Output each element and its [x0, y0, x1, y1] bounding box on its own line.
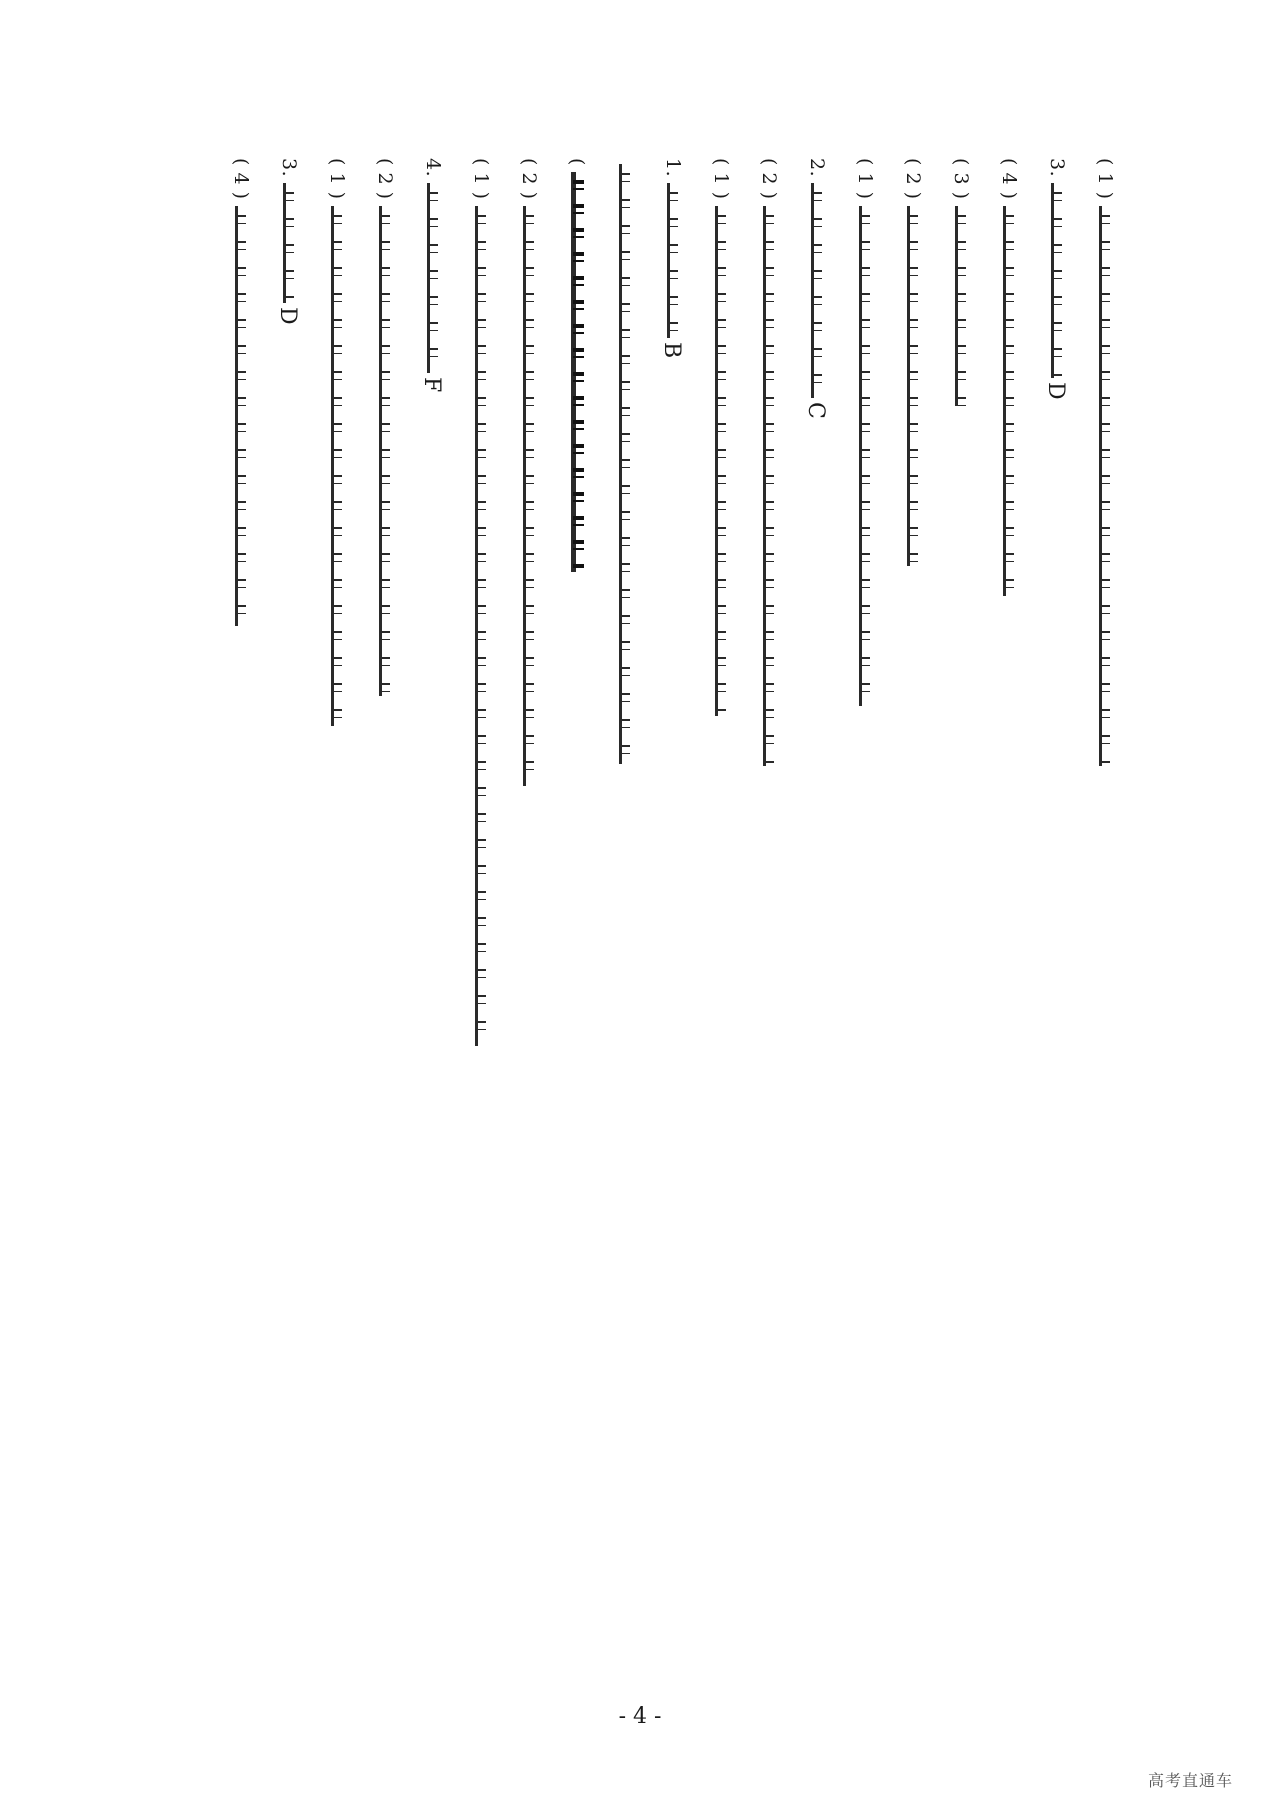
item-marker: ( 1 ) [1094, 158, 1116, 200]
item-marker: 3. [278, 158, 300, 178]
item-marker: ( 2 ) [758, 158, 780, 200]
text-column [564, 158, 590, 572]
item-marker: ( 1 ) [326, 158, 348, 200]
mongolian-script-line [235, 206, 249, 626]
text-column [660, 158, 686, 358]
item-marker: 1. [662, 158, 684, 178]
answer-letter: F [419, 377, 444, 393]
text-column [516, 158, 542, 786]
text-column [804, 158, 830, 419]
mongolian-script-line [427, 183, 441, 373]
mongolian-script-line [379, 206, 393, 696]
item-marker: ( 1 ) [710, 158, 732, 200]
mongolian-script-line [811, 183, 825, 398]
mongolian-script-line [1051, 183, 1065, 378]
text-column [228, 158, 254, 626]
text-column [324, 158, 350, 726]
text-column [612, 158, 638, 764]
text-column [756, 158, 782, 766]
text-column [708, 158, 734, 716]
mongolian-script-line [667, 183, 681, 338]
mongolian-script-line [955, 206, 969, 406]
item-marker: ( [566, 158, 588, 166]
text-column [900, 158, 926, 566]
item-marker: ( 3 ) [950, 158, 972, 200]
text-column [1092, 158, 1118, 766]
answer-letter: B [659, 342, 684, 359]
answer-letter: D [275, 307, 300, 325]
text-column [852, 158, 878, 706]
item-marker: ( 2 ) [902, 158, 924, 200]
text-column [1044, 158, 1070, 400]
mongolian-script-line [715, 206, 729, 716]
page-number: - 4 - [618, 1704, 662, 1729]
item-marker: ( 1 ) [854, 158, 876, 200]
item-marker: 4. [422, 158, 444, 178]
mongolian-script-line [763, 206, 777, 766]
text-column [372, 158, 398, 696]
mongolian-script-line [907, 206, 921, 566]
item-marker: 2. [806, 158, 828, 178]
text-column [276, 158, 302, 325]
item-marker: ( 4 ) [998, 158, 1020, 200]
item-marker: ( 1 ) [470, 158, 492, 200]
text-column [420, 158, 446, 392]
mongolian-script-line [283, 183, 297, 303]
mongolian-script-line [859, 206, 873, 706]
mongolian-script-line [475, 206, 489, 1046]
answer-letter: C [803, 402, 828, 419]
item-marker: 3. [1046, 158, 1068, 178]
mongolian-script-line [571, 172, 587, 572]
watermark: 高考直通车 [1148, 1771, 1234, 1790]
item-marker: ( 2 ) [374, 158, 396, 200]
item-marker: ( 2 ) [518, 158, 540, 200]
text-column [948, 158, 974, 406]
mongolian-script-line [1003, 206, 1017, 596]
text-column [468, 158, 494, 1046]
mongolian-script-line [619, 164, 633, 764]
mongolian-script-line [523, 206, 537, 786]
answer-letter: D [1043, 382, 1068, 400]
mongolian-script-line [331, 206, 345, 726]
item-marker: ( 4 ) [230, 158, 252, 200]
mongolian-script-line [1099, 206, 1113, 766]
text-column [996, 158, 1022, 596]
